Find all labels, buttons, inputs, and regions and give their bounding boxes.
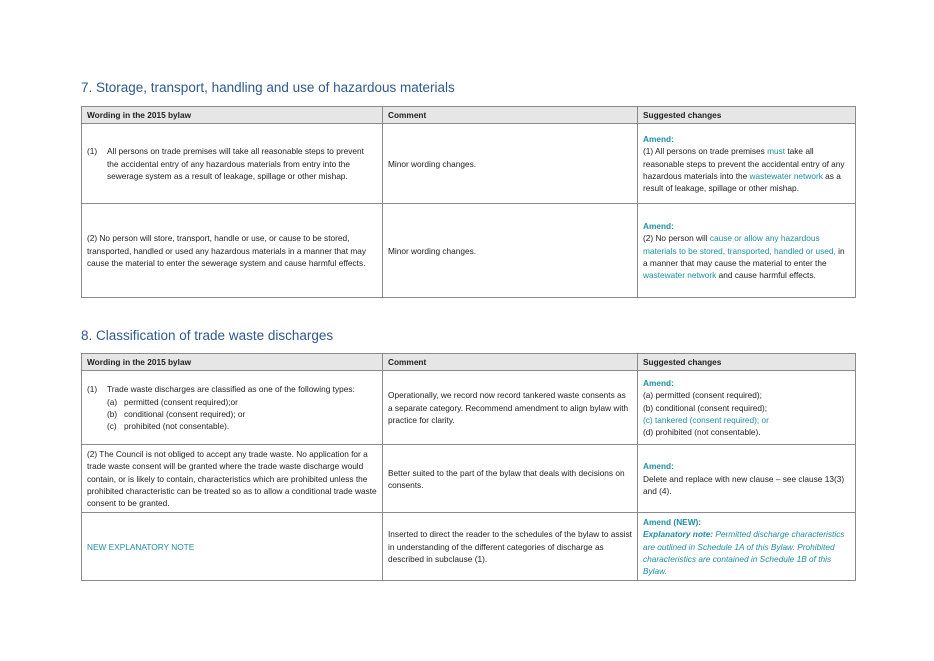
table-header-row xyxy=(82,107,856,124)
wording-cell: NEW EXPLANATORY NOTE xyxy=(82,513,383,581)
column-header-wording: Wording in the 2015 bylaw xyxy=(82,107,383,124)
changes-cell xyxy=(638,445,856,513)
list-item: (a) permitted (consent required); xyxy=(643,390,762,401)
change-text: (1) All persons on trade premises must take all reasonable steps to prevent the accidental entry of any hazardous materials into the wastewater network as a result of leakage, spillage or other mishap. xyxy=(643,146,845,193)
list-item: (d) prohibited (not consentable). xyxy=(643,427,761,437)
list-item: (c) tankered (consent required); or xyxy=(643,414,769,425)
amend-label: Amend: xyxy=(643,134,674,145)
clause-number: (1) xyxy=(87,384,98,395)
amend-label: Amend: xyxy=(643,461,674,472)
amend-label: Amend (NEW): xyxy=(643,517,702,528)
clause-number: (1) xyxy=(87,146,98,157)
section-8-table xyxy=(81,353,856,581)
amend-label: Amend: xyxy=(643,378,674,389)
table-row xyxy=(82,445,856,513)
changes-cell xyxy=(638,204,856,298)
comment-cell: Better suited to the part of the bylaw that deals with decisions on consents. xyxy=(383,445,638,513)
wording-cell: (2) No person will store, transport, handle or use, or cause to be stored, transported, handled or used any hazardous materials in a manner that may cause the material to enter the sewerage system and cause harmful effects. xyxy=(82,204,383,298)
wording-cell xyxy=(82,124,383,204)
wording-cell xyxy=(82,371,383,445)
list-item: (a) permitted (consent required);or xyxy=(107,396,238,407)
column-header-changes: Suggested changes xyxy=(638,354,856,371)
clause-text: All persons on trade premises will take all reasonable steps to prevent the accidental entry of any hazardous materials from entry into the sewerage system as a result of leakage, spillage or other mishap. xyxy=(107,146,364,181)
comment-cell: Operationally, we record now record tankered waste consents as a separate category. Recommend amendment to align bylaw with practice for clarity. xyxy=(383,371,638,445)
changes-cell xyxy=(638,124,856,204)
amend-label: Amend: xyxy=(643,221,674,232)
change-text: Delete and replace with new clause – see clause 13(3) and (4). xyxy=(643,473,845,496)
changes-cell xyxy=(638,371,856,445)
table-row xyxy=(82,371,856,445)
explanatory-note: Explanatory note: Permitted discharge characteristics are outlined in Schedule 1A of this Bylaw. Prohibited characteristics are contained in Schedule 1B of this Bylaw. xyxy=(643,529,845,577)
change-text: (2) No person will cause or allow any hazardous materials to be stored, transported, handled or used, in a manner that may cause the material to enter the wastewater network and cause harmful effects. xyxy=(643,233,845,280)
section-8-title: 8. Classification of trade waste discharges xyxy=(81,328,334,343)
column-header-comment: Comment xyxy=(383,107,638,124)
comment-cell: Minor wording changes. xyxy=(383,204,638,298)
list-item: (b) conditional (consent required); or xyxy=(107,408,246,419)
column-header-changes: Suggested changes xyxy=(638,107,856,124)
section-7-title: 7. Storage, transport, handling and use of hazardous materials xyxy=(81,80,455,95)
column-header-wording: Wording in the 2015 bylaw xyxy=(82,354,383,371)
list-item: (c) prohibited (not consentable). xyxy=(107,420,230,431)
table-row xyxy=(82,513,856,581)
column-header-comment: Comment xyxy=(383,354,638,371)
wording-cell: (2) The Council is not obliged to accept any trade waste. No application for a trade waste consent will be granted where the trade waste discharge would contain, or is likely to contain, characteristics which are prohibited unless the prohibited characteristic can be treated so as to allow a conditional trade waste consent to be granted. xyxy=(82,445,383,513)
comment-cell: Minor wording changes. xyxy=(383,124,638,204)
clause-text: Trade waste discharges are classified as one of the following types: xyxy=(107,384,355,395)
table-row xyxy=(82,124,856,204)
table-header-row xyxy=(82,354,856,371)
section-7-table xyxy=(81,106,856,298)
list-item: (b) conditional (consent required); xyxy=(643,402,768,413)
comment-cell: Inserted to direct the reader to the schedules of the bylaw to assist in understanding of the different categories of discharge as described in subclause (1). xyxy=(383,513,638,581)
changes-cell xyxy=(638,513,856,581)
table-row xyxy=(82,204,856,298)
